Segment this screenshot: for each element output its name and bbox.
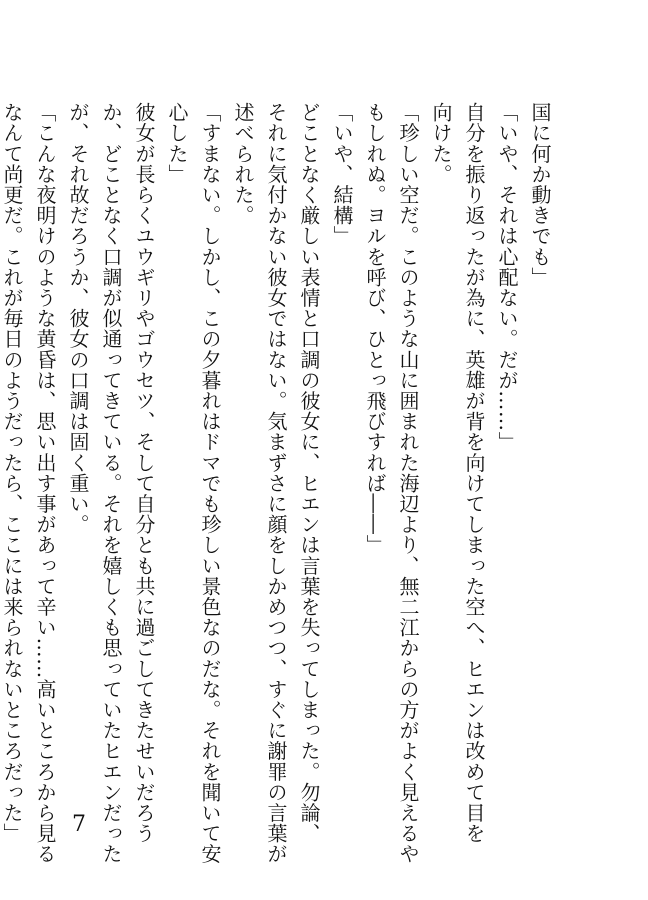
text-line: それに気付かない彼女ではない。気まずさに顔をしかめつつ、すぐに謝罪の言葉が: [264, 102, 288, 865]
vertical-text-body: [0, 102, 556, 865]
text-line: が、それ故だろうか、彼女の口調は固く重い。: [66, 102, 90, 535]
text-line: 「いや、それは心配ない。だが……」: [495, 102, 519, 453]
text-line: か、どことなく口調が似通ってきている。それを嬉しくも思っていたヒエンだった: [99, 102, 123, 865]
text-line: 述べられた。: [231, 102, 255, 226]
text-line: 「いや、結構」: [330, 102, 354, 247]
text-line: なんて尚更だ。これが毎日のようだったら、ここには来られないところだった」: [0, 102, 24, 844]
page-number: 7: [72, 812, 86, 837]
text-line: 彼女が長らくユウギリやゴウセツ、そして自分とも共に過ごしてきたせいだろう: [132, 102, 156, 844]
text-line: 「すまない。しかし、この夕暮れはドマでも珍しい景色なのだな。それを聞いて安: [198, 102, 222, 865]
text-line: もしれぬ。ヨルを呼び、ひとっ飛びすれば――」: [363, 102, 387, 556]
text-line: 自分を振り返ったが為に、英雄が背を向けてしまった空へ、ヒエンは改めて目を: [462, 102, 486, 844]
text-line: 向けた。: [429, 102, 453, 185]
text-line: どことなく厳しい表情と口調の彼女に、ヒエンは言葉を失ってしまった。勿論、: [297, 102, 321, 844]
text-line: 「こんな夜明けのような黄昏は、思い出す事があって辛い……高いところから見る: [33, 102, 57, 865]
text-line: 「珍しい空だ。このような山に囲まれた海辺より、無二江からの方がよく見えるや: [396, 102, 420, 865]
text-line: 国に何か動きでも」: [528, 102, 552, 288]
text-line: 心した」: [165, 102, 189, 185]
